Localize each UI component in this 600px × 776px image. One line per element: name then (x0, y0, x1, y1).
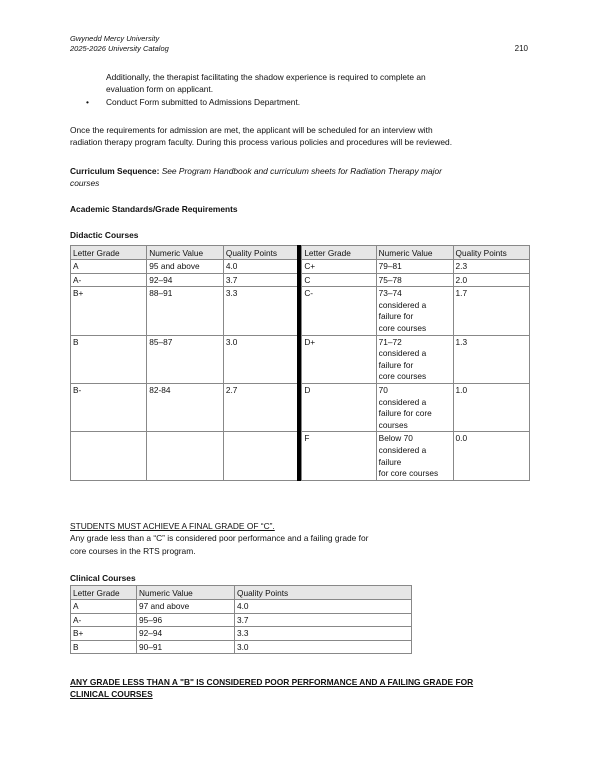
page-number: 210 (514, 44, 528, 53)
clinical-table-body (71, 600, 412, 654)
quality-points-cell: 2.0 (453, 273, 529, 287)
col-header: Quality Points (235, 586, 412, 600)
must-achieve-note: STUDENTS MUST ACHIEVE A FINAL GRADE OF “C”. (70, 521, 275, 531)
numeric-value-line: considered a (378, 299, 427, 310)
header-catalog: 2025-2026 University Catalog (70, 44, 169, 53)
letter-grade-cell: B- (71, 383, 147, 431)
numeric-value-line: 79–81 (378, 261, 402, 271)
numeric-value-line: core courses (378, 371, 427, 382)
bullet-icon: • (86, 97, 89, 107)
letter-grade-cell: F (302, 432, 376, 480)
numeric-value-cell: 92–94 (147, 273, 224, 287)
header-university: Gwynedd Mercy University (70, 34, 160, 43)
quality-points-cell: 3.7 (235, 613, 412, 627)
admission-line-2: radiation therapy program faculty. During this process various policies and procedures will be reviewed. (70, 137, 453, 148)
curriculum-line-1 (70, 165, 442, 177)
curriculum-sequence (70, 165, 442, 190)
numeric-value-cell (376, 260, 453, 274)
admission-line-1: Once the requirements for admission are met, the applicant will be scheduled for an interview with (70, 125, 433, 135)
col-header: Letter Grade (302, 246, 376, 260)
quality-points-cell: 4.0 (235, 600, 412, 614)
table-row (71, 600, 412, 614)
quality-points-cell: 3.0 (235, 640, 412, 654)
letter-grade-cell: B+ (71, 627, 137, 641)
table-row (71, 335, 530, 383)
numeric-value-line: courses (378, 419, 408, 430)
admission-paragraph (70, 124, 452, 149)
didactic-heading: Didactic Courses (70, 230, 139, 240)
curriculum-text: See Program Handbook and curriculum sheets for Radiation Therapy major (161, 166, 442, 176)
numeric-value-cell: 88–91 (147, 287, 224, 335)
failing-note-line-2: core courses in the RTS program. (70, 545, 196, 556)
col-header: Quality Points (223, 246, 299, 260)
numeric-value-line: failure for (378, 311, 414, 322)
clinical-grade-table (70, 585, 412, 654)
letter-grade-cell (71, 432, 147, 480)
numeric-value-cell: 97 and above (137, 600, 235, 614)
numeric-value-line: Below 70 (378, 433, 413, 444)
numeric-value-line: considered a (378, 396, 427, 407)
numeric-value-cell: 95 and above (147, 260, 224, 274)
col-header: Letter Grade (71, 586, 137, 600)
curriculum-label: Curriculum Sequence: (70, 166, 160, 176)
col-header: Numeric Value (376, 246, 453, 260)
quality-points-cell: 3.7 (223, 273, 299, 287)
table-row (71, 627, 412, 641)
letter-grade-cell: C+ (302, 260, 376, 274)
numeric-value-cell (376, 383, 453, 431)
quality-points-cell: 2.7 (223, 383, 299, 431)
col-header: Numeric Value (147, 246, 224, 260)
table-row (71, 287, 530, 335)
clinical-warning-line-1: ANY GRADE LESS THAN A "B" IS CONSIDERED POOR PERFORMANCE AND A FAILING GRADE FOR (70, 677, 474, 687)
table-row (71, 432, 530, 480)
numeric-value-cell (376, 287, 453, 335)
quality-points-cell: 1.0 (453, 383, 529, 431)
numeric-value-cell: 95–96 (137, 613, 235, 627)
quality-points-cell: 1.3 (453, 335, 529, 383)
table-row (71, 640, 412, 654)
numeric-value-line: failure (378, 456, 402, 467)
clinical-heading: Clinical Courses (70, 573, 136, 583)
didactic-grade-table (70, 245, 530, 481)
numeric-value-line: considered a (378, 444, 427, 455)
numeric-value-cell: 92–94 (137, 627, 235, 641)
quality-points-cell: 3.0 (223, 335, 299, 383)
continuation-line-2: evaluation form on applicant. (106, 84, 214, 95)
numeric-value-line: 73–74 (378, 288, 402, 299)
clinical-warning-line-2: CLINICAL COURSES (70, 689, 153, 700)
continuation-line-1: Additionally, the therapist facilitating the shadow experience is required to complete an (106, 72, 426, 82)
table-header-row (71, 246, 530, 260)
col-header: Quality Points (453, 246, 529, 260)
quality-points-cell: 3.3 (235, 627, 412, 641)
table-header-row (71, 586, 412, 600)
clinical-warning (70, 676, 473, 701)
letter-grade-cell: A- (71, 613, 137, 627)
letter-grade-cell: D+ (302, 335, 376, 383)
didactic-notes (70, 520, 368, 557)
numeric-value-cell (147, 432, 224, 480)
numeric-value-line: failure for core (378, 408, 432, 419)
numeric-value-line: 75–78 (378, 274, 402, 285)
letter-grade-cell: A (71, 600, 137, 614)
letter-grade-cell: C (302, 273, 376, 287)
numeric-value-cell (376, 273, 453, 287)
numeric-value-cell (376, 335, 453, 383)
letter-grade-cell: B+ (71, 287, 147, 335)
table-row (71, 383, 530, 431)
numeric-value-cell: 90–91 (137, 640, 235, 654)
didactic-table-body (71, 260, 530, 481)
col-header: Letter Grade (71, 246, 147, 260)
letter-grade-cell: C- (302, 287, 376, 335)
section-heading: Academic Standards/Grade Requirements (70, 204, 238, 214)
quality-points-cell: 4.0 (223, 260, 299, 274)
running-header (70, 34, 169, 54)
table-row (71, 613, 412, 627)
letter-grade-cell: D (302, 383, 376, 431)
bullet-text: Conduct Form submitted to Admissions Department. (106, 97, 301, 107)
numeric-value-cell: 82-84 (147, 383, 224, 431)
quality-points-cell: 2.3 (453, 260, 529, 274)
numeric-value-cell: 85–87 (147, 335, 224, 383)
letter-grade-cell: B (71, 335, 147, 383)
numeric-value-line: 71–72 (378, 336, 402, 347)
numeric-value-line: core courses (378, 322, 427, 333)
continuation-text (106, 71, 426, 96)
quality-points-cell: 0.0 (453, 432, 529, 480)
quality-points-cell: 3.3 (223, 287, 299, 335)
table-row (71, 273, 530, 287)
numeric-value-line: failure for (378, 359, 414, 370)
quality-points-cell (223, 432, 299, 480)
col-header: Numeric Value (137, 586, 235, 600)
curriculum-text-2: courses (70, 178, 100, 189)
letter-grade-cell: A- (71, 273, 147, 287)
numeric-value-line: 70 (378, 384, 388, 395)
numeric-value-line: for core courses (378, 468, 439, 479)
letter-grade-cell: A (71, 260, 147, 274)
failing-note-line-1: Any grade less than a “C” is considered poor performance and a failing grade for (70, 533, 369, 544)
numeric-value-line: considered a (378, 348, 427, 359)
quality-points-cell: 1.7 (453, 287, 529, 335)
numeric-value-cell (376, 432, 453, 480)
table-row (71, 260, 530, 274)
letter-grade-cell: B (71, 640, 137, 654)
